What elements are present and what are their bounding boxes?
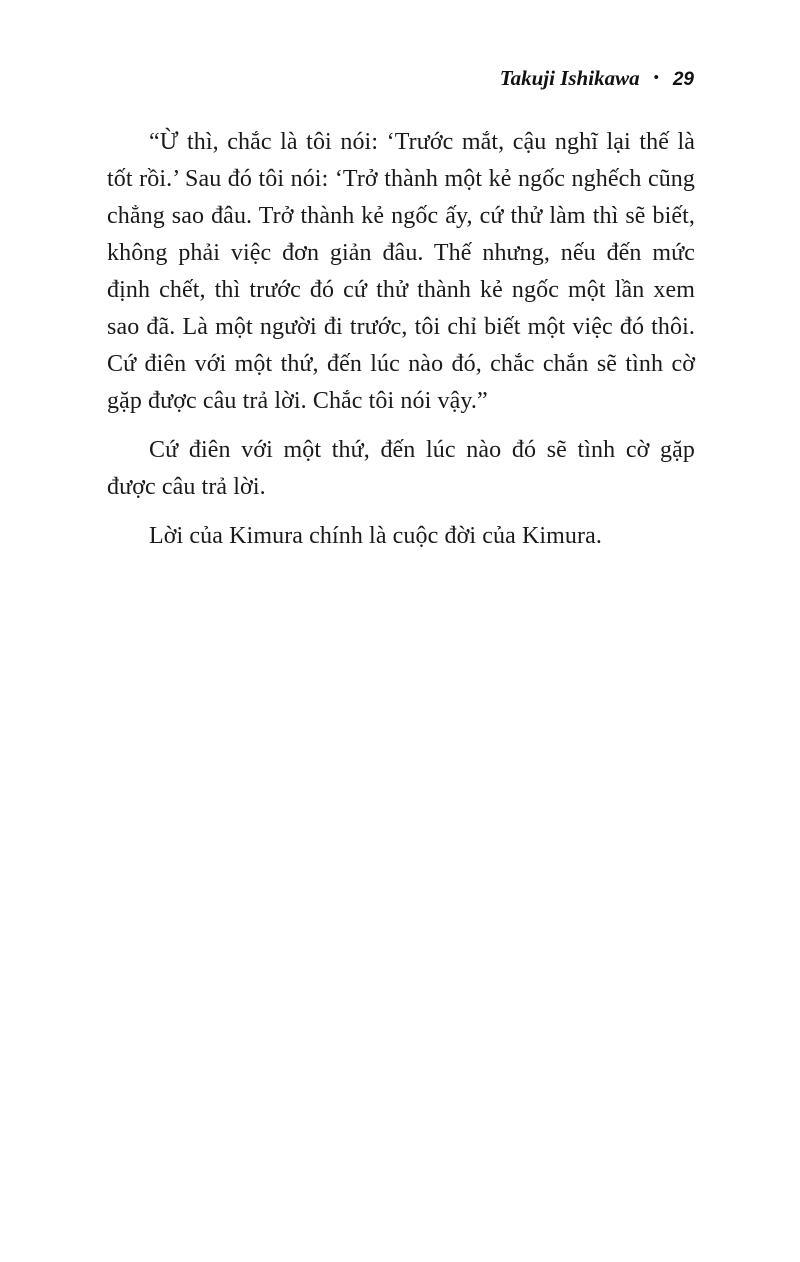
body-text [107, 124, 695, 567]
paragraph-1: “Ừ thì, chắc là tôi nói: ‘Trước mắt, cậu nghĩ lại thế là tốt rồi.’ Sau đó tôi nói: ‘Trở thành một kẻ ngốc nghếch cũng chẳng sao đâu. Trở thành kẻ ngốc ấy, cứ thử làm thì sẽ biết, không phải việc đơn giản đâu. Thế nhưng, nếu đến mức định chết, thì trước đó cứ thử thành kẻ ngốc một lần xem sao đã. Là một người đi trước, tôi chỉ biết một việc đó thôi. Cứ điên với một thứ, đến lúc nào đó, chắc chắn sẽ tình cờ gặp được câu trả lời. Chắc tôi nói vậy.” [107, 129, 695, 414]
running-header [500, 66, 694, 91]
header-author: Takuji Ishikawa [499, 66, 640, 90]
paragraph-3: Lời của Kimura chính là cuộc đời của Kimura. [149, 523, 602, 549]
paragraph-2: Cứ điên với một thứ, đến lúc nào đó sẽ tình cờ gặp được câu trả lời. [107, 437, 695, 500]
header-separator: • [653, 70, 659, 86]
page-number: 29 [672, 69, 694, 90]
